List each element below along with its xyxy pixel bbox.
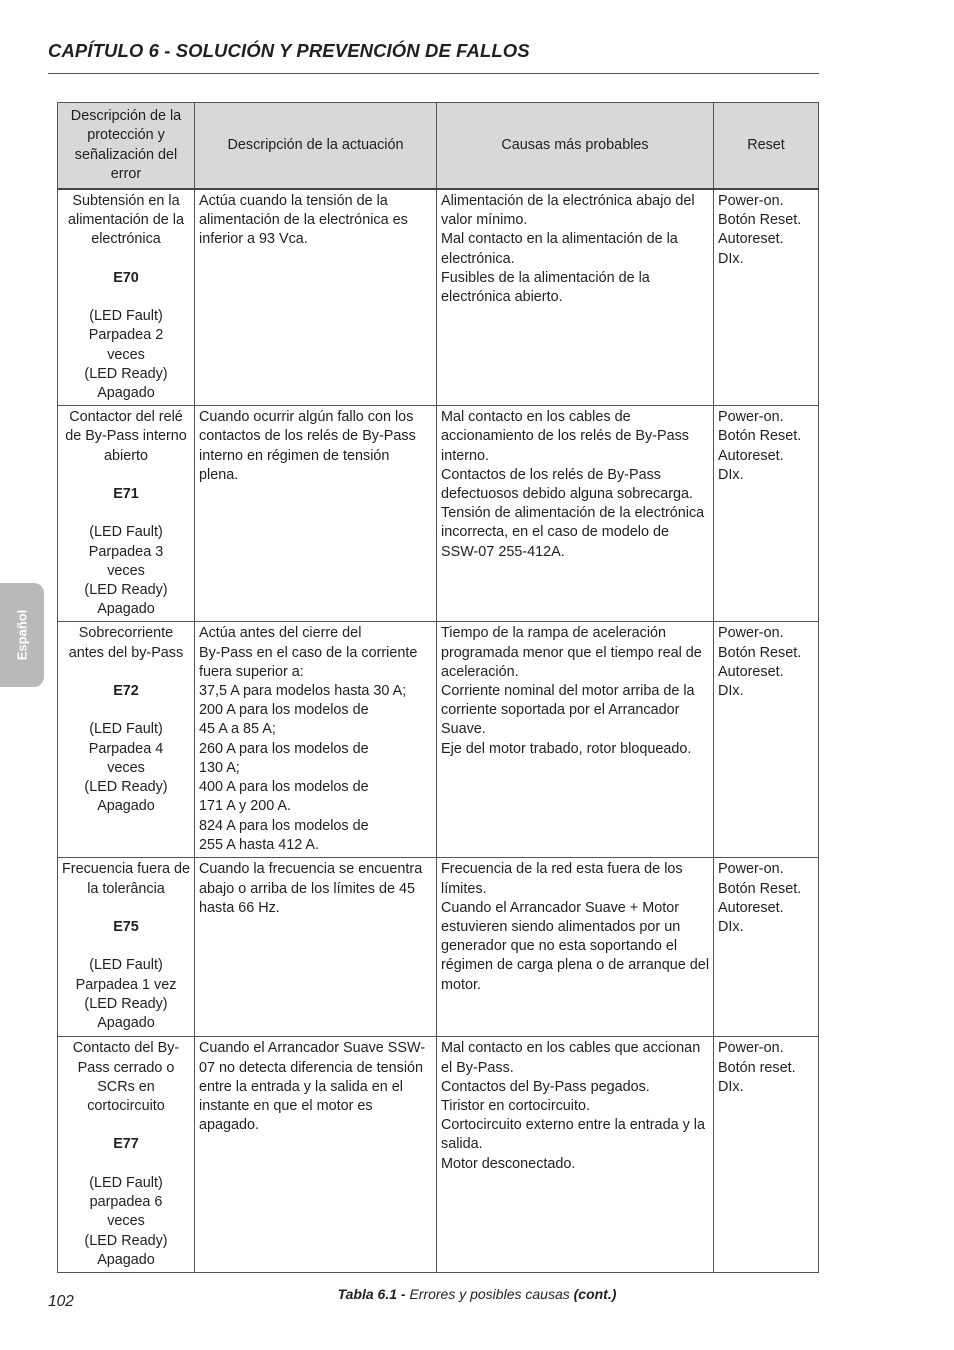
reset-cell: Power-on. Botón Reset. Autoreset. DIx. xyxy=(714,622,819,858)
action-cell: Cuando ocurrir algún fallo con los contactos de los relés de By-Pass interno en régimen de tensión plena. xyxy=(195,406,437,622)
action-cell: Cuando el Arrancador Suave SSW-07 no detecta diferencia de tensión entre la entrada y la salida en el instante en que el motor es apagado. xyxy=(195,1037,437,1273)
language-side-tab xyxy=(0,583,44,687)
causes-cell: Tiempo de la rampa de aceleración programada menor que el tiempo real de aceleración. Corriente nominal del motor arriba de la corriente soportada por el Arrancador Suave. Eje del motor trabado, rotor bloqueado. xyxy=(437,622,714,858)
led-status: (LED Fault) Parpadea 2 veces (LED Ready) Apagado xyxy=(84,308,168,402)
error-code: E75 xyxy=(113,919,139,936)
chapter-rule xyxy=(48,73,819,74)
protection-description: Sobrecorriente antes del by-Pass xyxy=(68,625,184,661)
protection-description: Contacto del By-Pass cerrado o SCRs en cortocircuito xyxy=(72,1040,180,1115)
led-status: (LED Fault) Parpadea 1 vez (LED Ready) Apagado xyxy=(75,957,177,1032)
error-code: E71 xyxy=(113,486,139,503)
chapter-title: CAPÍTULO 6 - SOLUCIÓN Y PREVENCIÓN DE FALLOS xyxy=(48,40,530,61)
column-header-action: Descripción de la actuación xyxy=(195,103,437,190)
action-cell: Actúa antes del cierre del By-Pass en el caso de la corriente fuera superior a: 37,5 A para modelos hasta 30 A; 200 A para los modelos de 45 A a 85 A; 260 A para los modelos de 130 A; 400 A para los modelos de 171 A y 200 A. 824 A para los modelos de 255 A hasta 412 A. xyxy=(195,622,437,858)
column-header-protection: Descripción de la protección y señalización del error xyxy=(58,103,195,190)
protection-cell xyxy=(58,406,195,622)
error-code: E70 xyxy=(113,269,139,286)
reset-cell: Power-on. Botón Reset. Autoreset. DIx. xyxy=(714,858,819,1037)
protection-description: Contactor del relé de By-Pass interno abierto xyxy=(65,409,187,464)
action-cell: Cuando la frecuencia se encuentra abajo o arriba de los límites de 45 hasta 66 Hz. xyxy=(195,858,437,1037)
reset-cell: Power-on. Botón Reset. Autoreset. DIx. xyxy=(714,189,819,406)
error-code: E77 xyxy=(113,1136,139,1153)
led-status: (LED Fault) Parpadea 4 veces (LED Ready) Apagado xyxy=(84,721,168,815)
protection-cell xyxy=(58,622,195,858)
led-status: (LED Fault) Parpadea 3 veces (LED Ready) Apagado xyxy=(84,524,168,618)
reset-cell: Power-on. Botón reset. DIx. xyxy=(714,1037,819,1273)
reset-cell: Power-on. Botón Reset. Autoreset. DIx. xyxy=(714,406,819,622)
errors-table xyxy=(57,102,819,1273)
table-row xyxy=(58,622,819,858)
protection-description: Subtensión en la alimentación de la electrónica xyxy=(68,193,184,248)
causes-cell: Mal contacto en los cables de accionamiento de los relés de By-Pass interno. Contactos de los relés de By-Pass defectuosos debido alguna sobrecarga. Tensión de alimentación de la electrónica incorrecta, en el caso de modelo de SSW-07 255-412A. xyxy=(437,406,714,622)
table-caption xyxy=(0,1286,954,1302)
column-header-causes: Causas más probables xyxy=(437,103,714,190)
column-header-reset: Reset xyxy=(714,103,819,190)
protection-cell xyxy=(58,1037,195,1273)
action-cell: Actúa cuando la tensión de la alimentación de la electrónica es inferior a 93 Vca. xyxy=(195,189,437,406)
error-code: E72 xyxy=(113,683,139,700)
table-header-row xyxy=(58,103,819,190)
table-row xyxy=(58,406,819,622)
table-row xyxy=(58,858,819,1037)
caption-suffix: (cont.) xyxy=(573,1286,617,1302)
led-status: (LED Fault) parpadea 6 veces (LED Ready) Apagado xyxy=(84,1174,168,1268)
side-tab-label: Español xyxy=(14,609,30,661)
protection-cell xyxy=(58,858,195,1037)
table-row xyxy=(58,1037,819,1273)
causes-cell: Frecuencia de la red esta fuera de los límites. Cuando el Arrancador Suave + Motor estuvieren siendo alimentados por un generador que no esta soportando el régimen de carga plena o de arranque del motor. xyxy=(437,858,714,1037)
protection-description: Frecuencia fuera de la tolerância xyxy=(62,861,190,897)
page-number: 102 xyxy=(48,1293,74,1310)
caption-label: Tabla 6.1 - xyxy=(337,1286,406,1302)
protection-cell xyxy=(58,189,195,406)
caption-text: Errores y posibles causas xyxy=(409,1286,570,1302)
causes-cell: Alimentación de la electrónica abajo del valor mínimo. Mal contacto en la alimentación de la electrónica. Fusibles de la alimentación de la electrónica abierto. xyxy=(437,189,714,406)
table-row xyxy=(58,189,819,406)
causes-cell: Mal contacto en los cables que accionan el By-Pass. Contactos del By-Pass pegados. Tiristor en cortocircuito. Cortocircuito externo entre la entrada y la salida. Motor desconectado. xyxy=(437,1037,714,1273)
